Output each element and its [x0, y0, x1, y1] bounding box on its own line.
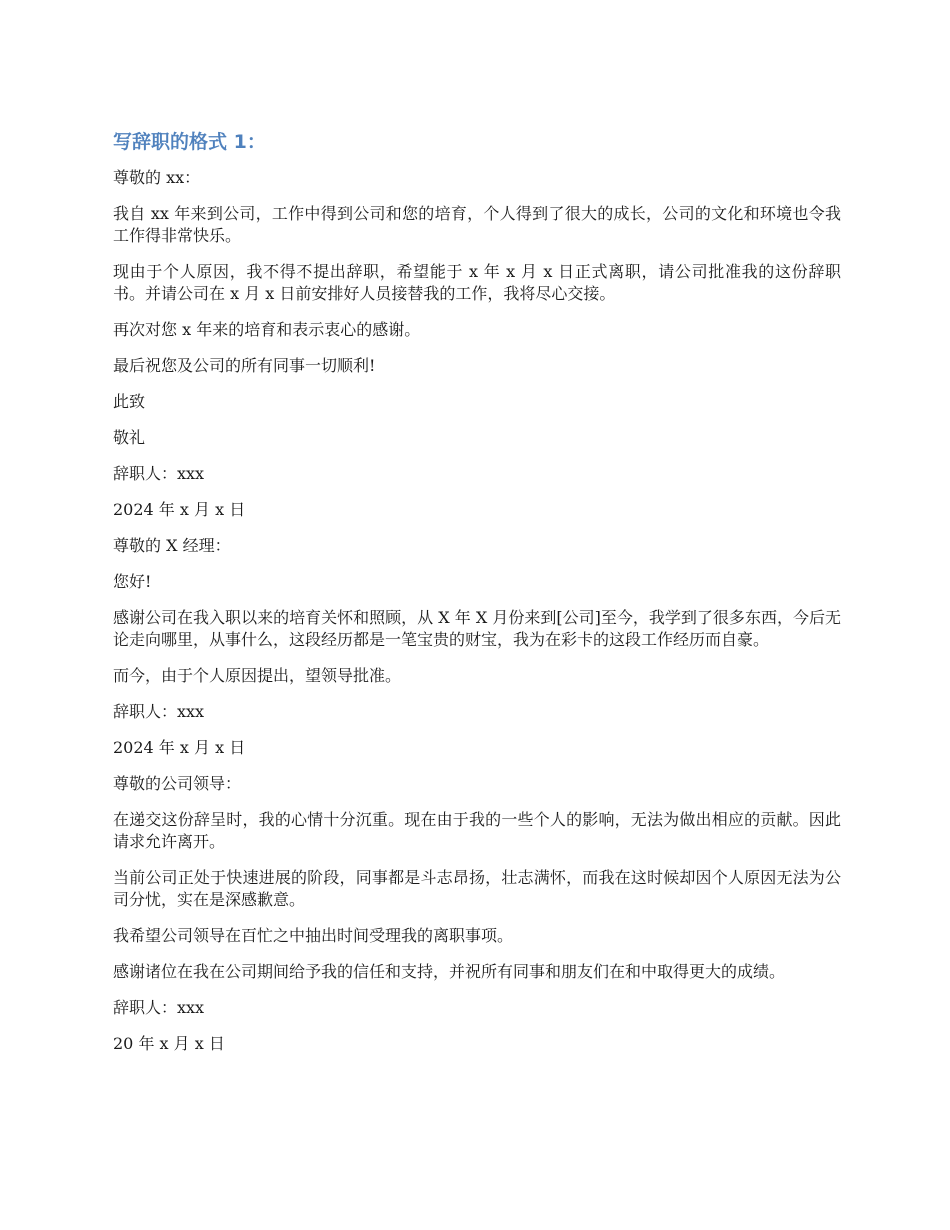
body-paragraph: 再次对您 x 年来的培育和表示衷心的感谢。 — [113, 320, 421, 339]
body-paragraph: 而今，由于个人原因提出，望领导批准。 — [113, 666, 402, 685]
document-heading: 写辞职的格式 1： — [113, 131, 266, 153]
salutation-3: 尊敬的公司领导： — [113, 774, 242, 793]
closing-line: 此致 — [113, 392, 146, 411]
body-paragraph: 现由于个人原因，我不得不提出辞职，希望能于 x 年 x 月 x 日正式离职，请公司批准我的这份辞职书。并请公司在 x 月 x 日前安排好人员接替我的工作，我将尽心交接。 — [113, 262, 841, 303]
signature-line: 辞职人：xxx — [113, 998, 205, 1017]
closing-line: 敬礼 — [113, 428, 146, 447]
salutation-2: 尊敬的 X 经理： — [113, 536, 231, 555]
body-paragraph: 我希望公司领导在百忙之中抽出时间受理我的离职事项。 — [113, 926, 514, 945]
date-line: 2024 年 x 月 x 日 — [113, 738, 246, 757]
body-paragraph: 最后祝您及公司的所有同事一切顺利! — [113, 356, 376, 375]
document-body — [113, 128, 841, 1069]
greeting-line: 您好! — [113, 572, 152, 591]
body-paragraph: 当前公司正处于快速进展的阶段，同事都是斗志昂扬，壮志满怀，而我在这时候却因个人原因无法为公司分忧，实在是深感歉意。 — [113, 868, 841, 909]
signature-line: 辞职人：xxx — [113, 464, 205, 483]
signature-line: 辞职人：xxx — [113, 702, 205, 721]
date-line: 2024 年 x 月 x 日 — [113, 500, 246, 519]
salutation-1: 尊敬的 xx： — [113, 168, 201, 187]
body-paragraph: 感谢公司在我入职以来的培育关怀和照顾，从 X 年 X 月份来到[公司]至今，我学到了很多东西，今后无论走向哪里，从事什么，这段经历都是一笔宝贵的财宝，我为在彩卡的这段工作经历而自豪。 — [113, 608, 841, 649]
date-line: 20 年 x 月 x 日 — [113, 1034, 225, 1053]
body-paragraph: 在递交这份辞呈时，我的心情十分沉重。现在由于我的一些个人的影响，无法为做出相应的贡献。因此请求允许离开。 — [113, 810, 841, 851]
body-paragraph: 感谢诸位在我在公司期间给予我的信任和支持，并祝所有同事和朋友们在和中取得更大的成绩。 — [113, 962, 786, 981]
body-paragraph: 我自 xx 年来到公司，工作中得到公司和您的培育，个人得到了很大的成长，公司的文化和环境也令我工作得非常快乐。 — [113, 204, 841, 245]
